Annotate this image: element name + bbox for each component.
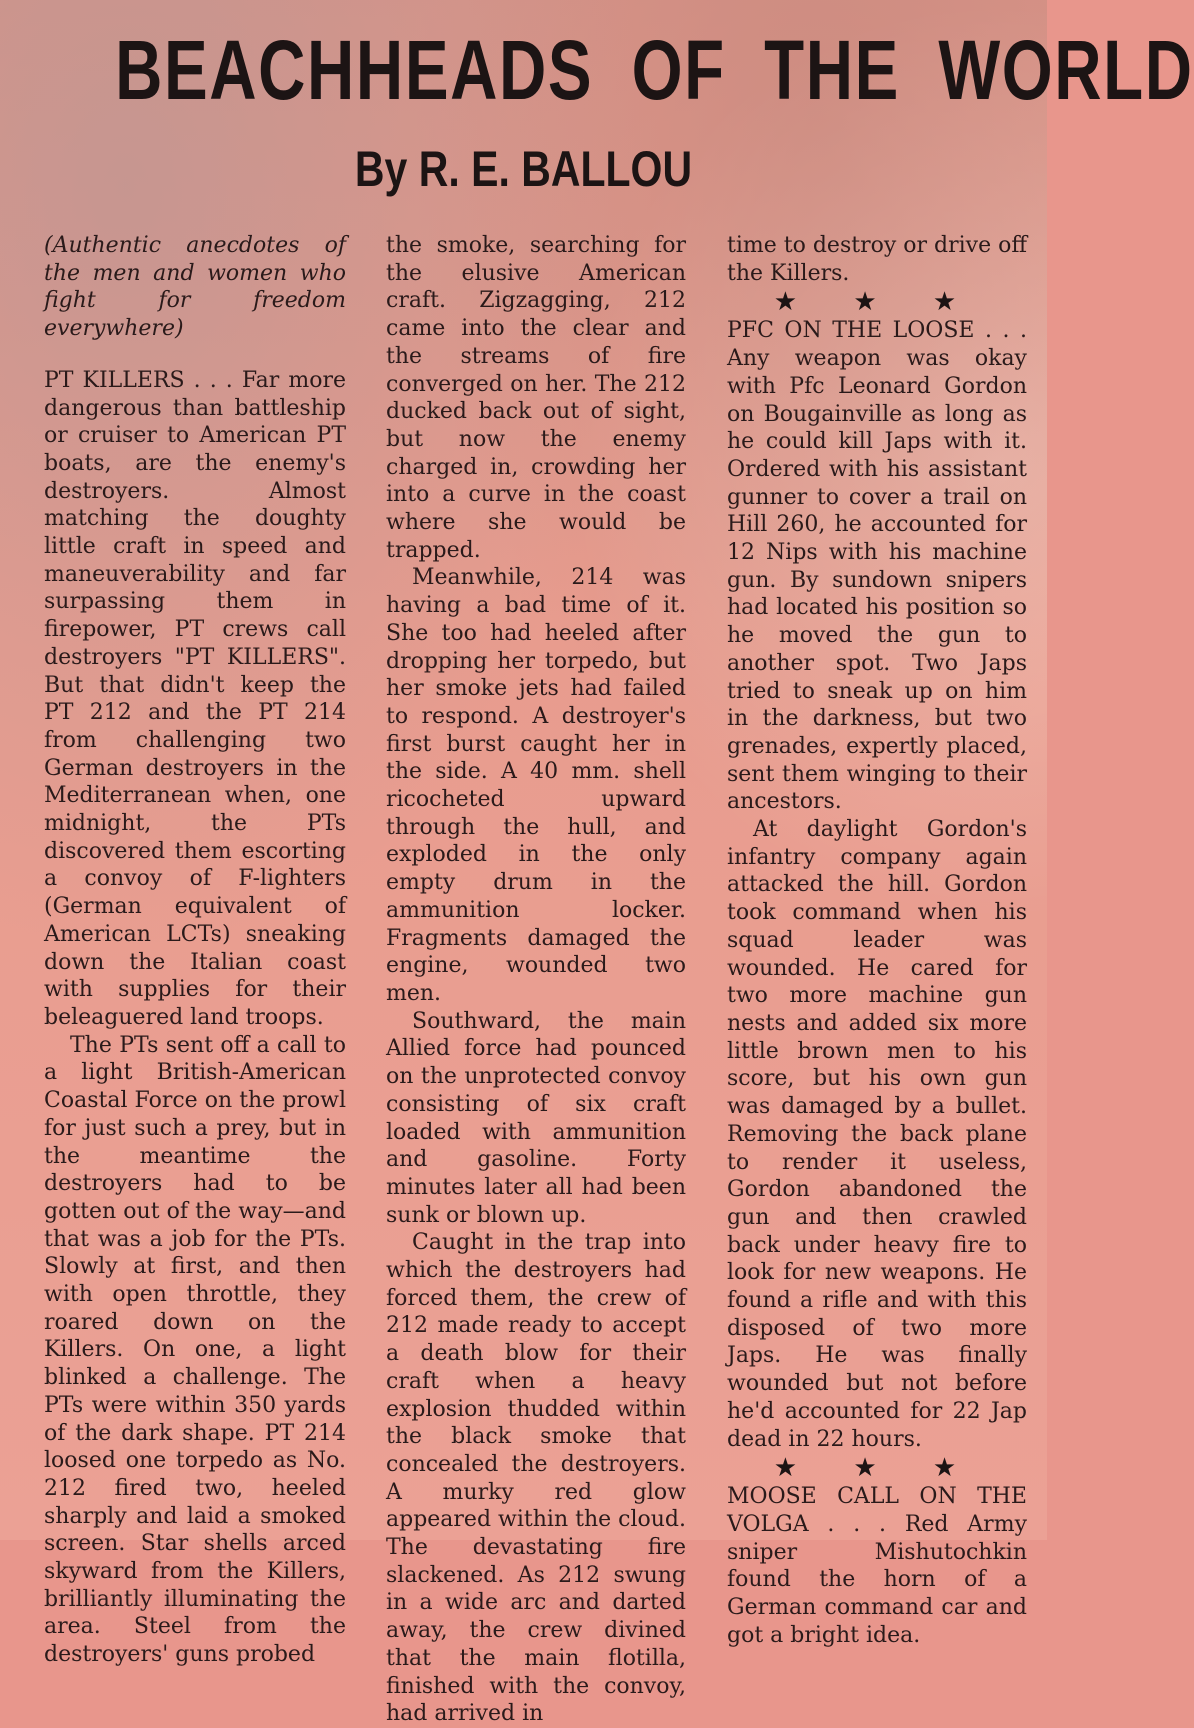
paragraph-smoke-search: the smoke, searching for the elusive American craft. Zigzagging, 212 came into the clear and the streams of fire converged on her. The 212 ducked back out of sight, but now the enemy charged in, crowding her into a curve in the coast where she would be trapped. [386,233,686,563]
article-column-1 [44,232,346,1668]
article-column-2 [386,232,686,1727]
page-title: BEACHHEADS OF THE WORLD [115,23,1194,117]
paragraph-pts-call: The PTs sent off a call to a light British-American Coastal Force on the prowl for just such a prey, but in the meantime the destroyers had to be gotten out of the way—and that was a job for the PTs. Slowly at first, and then with open throttle, they roared down on the Killers. On one, a light blinked a challenge. The PTs were within 350 yards of the dark shape. PT 214 loosed one torpedo as No. 212 fired two, heeled sharply and laid a smoked screen. Star shells arced skyward from the Killers, brilliantly illuminating the area. Steel from the destroyers' guns probed [44,1032,346,1668]
section-divider-stars: ★ ★ ★ [773,1453,981,1484]
paragraph-pt-killers: PT KILLERS . . . Far more dangerous than battleship or cruiser to American PT boats, are the enemy's destroyers. Almost matching the doughty little craft in speed and maneuverability and far surpassing them in firepower, PT crews call destroyers "PT KILLERS". But that didn't keep the PT 212 and the PT 214 from challenging two German destroyers in the Mediterranean when, one midnight, the PTs discovered them escorting a convoy of F-lighters (German equivalent of American LCTs) sneaking down the Italian coast with supplies for their beleaguered land troops. [44,367,346,1030]
paragraph-214-hit: Meanwhile, 214 was having a bad time of it. She too had heeled after dropping her torpedo, but her smoke jets had failed to respond. A destroyer's first burst caught her in the side. A 40 mm. shell ricocheted upward through the hull, and exploded in the only empty drum in the ammunition locker. Fragments damaged the engine, wounded two men. [386,565,686,1006]
paragraph-gordon-daylight: At daylight Gordon's infantry company again attacked the hill. Gordon took command when his squad leader was wounded. He cared for two more machine gun nests and added six more little brown men to his score, but his own gun was damaged by a bullet. Removing the back plane to render it useless, Gordon abandoned the gun and then crawled back under heavy fire to look for new weapons. He found a rifle and with this disposed of two more Japs. He was finally wounded but not before he'd accounted for 22 Jap dead in 22 hours. [727,817,1027,1452]
section-divider-stars: ★ ★ ★ [773,287,981,318]
paragraph-caught-in-trap: Caught in the trap into which the destroyers had forced them, the crew of 212 made ready to accept a death blow for their craft when a heavy explosion thudded within the black smoke that concealed the destroyers. A murky red glow appeared within the cloud. The devastating fire slackened. As 212 swung in a wide arc and darted away, the crew divined that the main flotilla, finished with the convoy, had arrived in [386,1230,686,1727]
article-subtitle: (Authentic anecdotes of the men and women who fight for freedom everywhere) [44,233,346,342]
paragraph-allied-force: Southward, the main Allied force had pounced on the unprotected convoy consisting of six craft loaded with ammunition and gasoline. Forty minutes later all had been sunk or blown up. [386,1008,686,1228]
paragraph-killers-end: time to destroy or drive off the Killers. [727,233,1027,286]
paragraph-pfc-on-the-loose: PFC ON THE LOOSE . . . Any weapon was okay with Pfc Leonard Gordon on Bougainville as long as he could kill Japs with it. Ordered with his assistant gunner to cover a trail on Hill 260, he accounted for 12 Nips with his machine gun. By sundown snipers had located his position so he moved the gun to another spot. Two Japs tried to sneak up on him in the darkness, but two grenades, expertly placed, sent them winging to their ancestors. [727,318,1027,815]
author-byline: By R. E. BALLOU [354,141,693,197]
article-column-3 [727,232,1027,1648]
paragraph-moose-call: MOOSE CALL ON THE VOLGA . . . Red Army sniper Mishutochkin found the horn of a German command car and got a bright idea. [727,1484,1027,1648]
